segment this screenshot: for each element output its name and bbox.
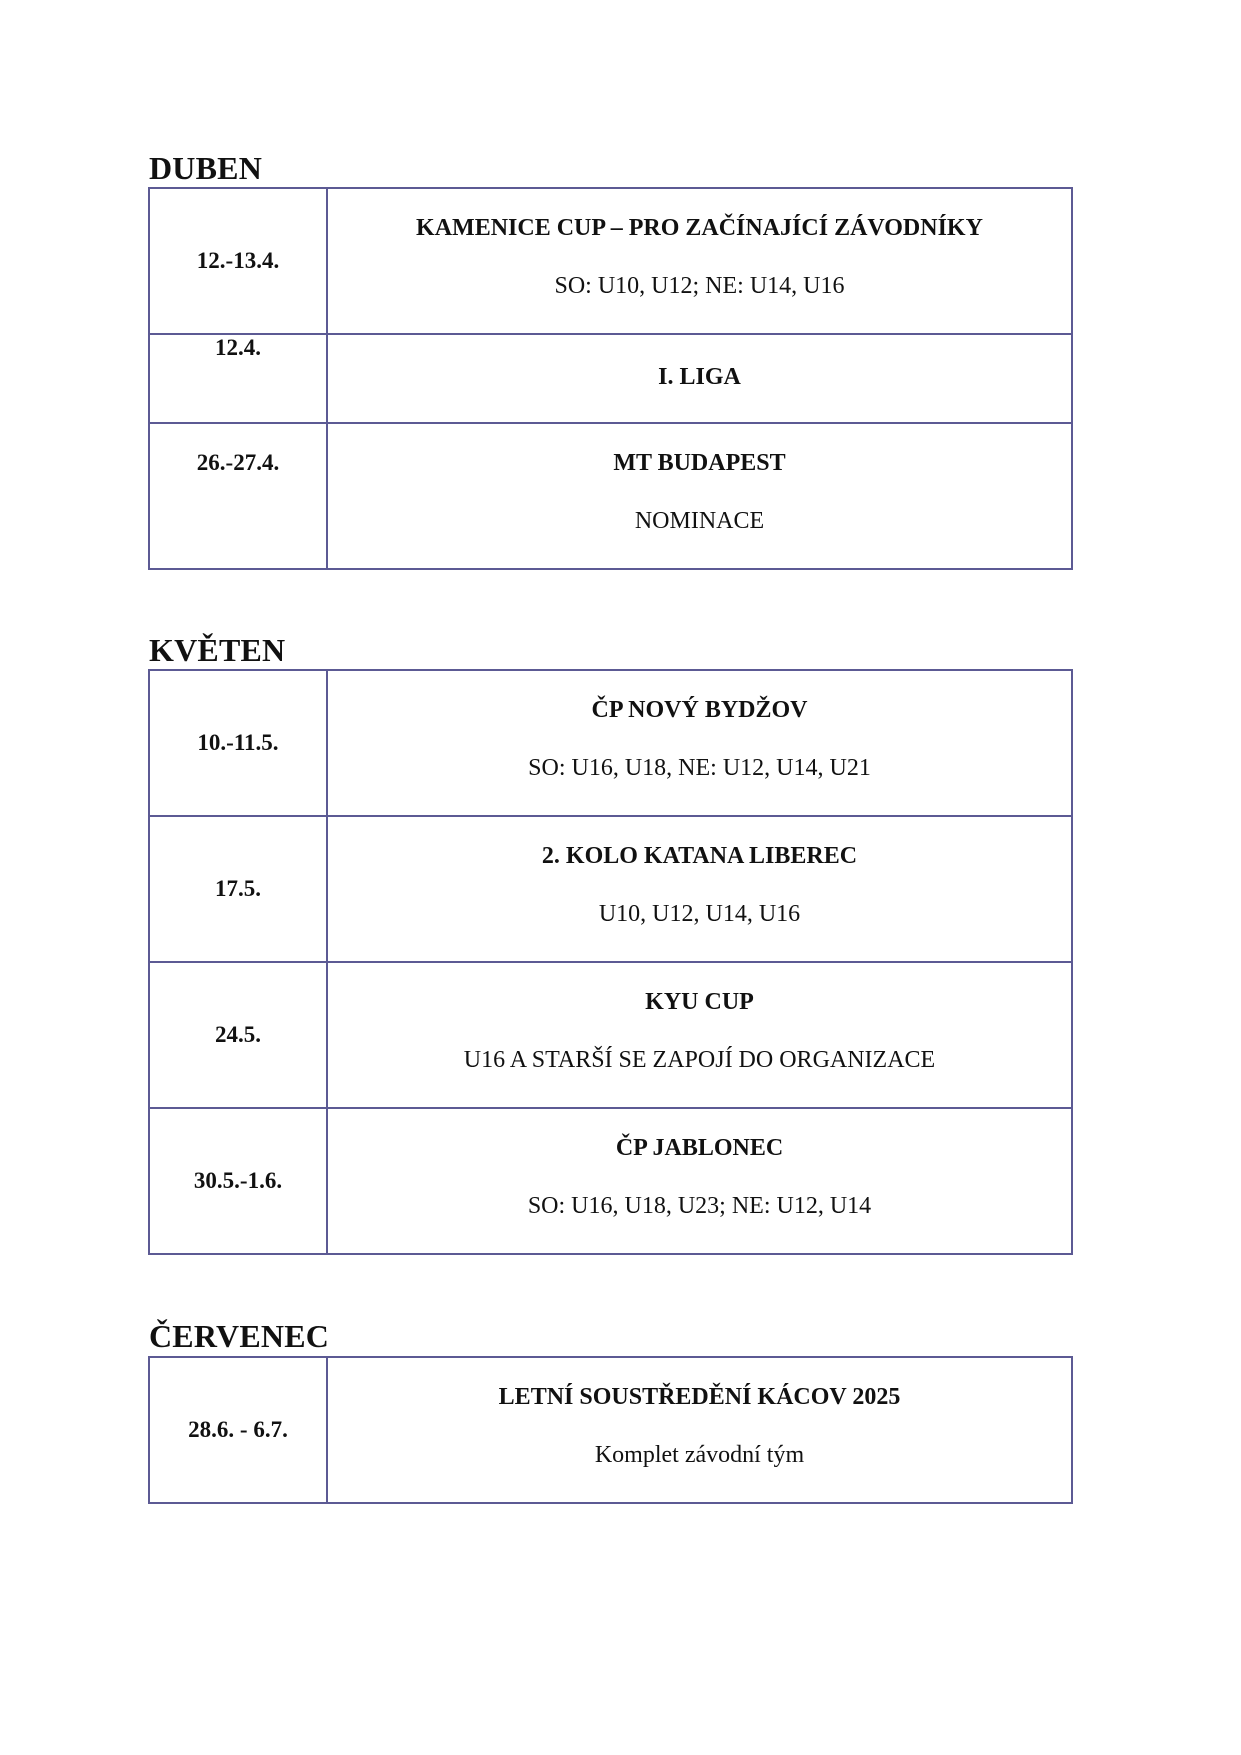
month-heading-kveten: KVĚTEN xyxy=(149,632,286,668)
event-info xyxy=(327,334,1072,423)
month-heading-duben: DUBEN xyxy=(149,150,263,186)
table-row xyxy=(149,334,1072,423)
event-info xyxy=(327,188,1072,334)
event-detail: SO: U10, U12; NE: U14, U16 xyxy=(554,273,845,299)
event-detail: NOMINACE xyxy=(634,508,765,534)
table-row xyxy=(149,962,1072,1108)
event-date: 28.6. - 6.7. xyxy=(149,1357,327,1503)
event-date: 30.5.-1.6. xyxy=(149,1108,327,1254)
table-row xyxy=(149,670,1072,816)
event-detail: SO: U16, U18, NE: U12, U14, U21 xyxy=(528,755,871,781)
event-date: 26.-27.4. xyxy=(149,423,327,569)
table-row xyxy=(149,188,1072,334)
event-title: LETNÍ SOUSTŘEDĚNÍ KÁCOV 2025 xyxy=(498,1384,901,1410)
table-row xyxy=(149,1108,1072,1254)
event-detail: U10, U12, U14, U16 xyxy=(598,901,801,927)
table-row xyxy=(149,423,1072,569)
event-date: 12.4. xyxy=(149,334,327,423)
schedule-table-duben xyxy=(148,187,1073,570)
event-info xyxy=(327,423,1072,569)
event-date: 17.5. xyxy=(149,816,327,962)
event-title: I. LIGA xyxy=(658,364,741,390)
event-info xyxy=(327,1357,1072,1503)
event-info xyxy=(327,962,1072,1108)
event-title: 2. KOLO KATANA LIBEREC xyxy=(541,843,858,869)
event-date: 24.5. xyxy=(149,962,327,1108)
event-title: ČP JABLONEC xyxy=(615,1135,784,1161)
event-info xyxy=(327,816,1072,962)
event-detail: U16 A STARŠÍ SE ZAPOJÍ DO ORGANIZACE xyxy=(463,1047,936,1073)
schedule-table-cervenec xyxy=(148,1356,1073,1504)
event-title: KAMENICE CUP – PRO ZAČÍNAJÍCÍ ZÁVODNÍKY xyxy=(416,215,983,241)
table-row xyxy=(149,1357,1072,1503)
event-title: KYU CUP xyxy=(645,989,754,1015)
event-title: ČP NOVÝ BYDŽOV xyxy=(591,697,808,723)
table-row xyxy=(149,816,1072,962)
event-title: MT BUDAPEST xyxy=(613,450,786,476)
event-date: 12.-13.4. xyxy=(149,188,327,334)
event-info xyxy=(327,1108,1072,1254)
event-detail: SO: U16, U18, U23; NE: U12, U14 xyxy=(527,1193,872,1219)
event-info xyxy=(327,670,1072,816)
event-date: 10.-11.5. xyxy=(149,670,327,816)
event-detail: Komplet závodní tým xyxy=(594,1442,805,1468)
month-heading-cervenec: ČERVENEC xyxy=(149,1318,330,1354)
schedule-table-kveten xyxy=(148,669,1073,1255)
